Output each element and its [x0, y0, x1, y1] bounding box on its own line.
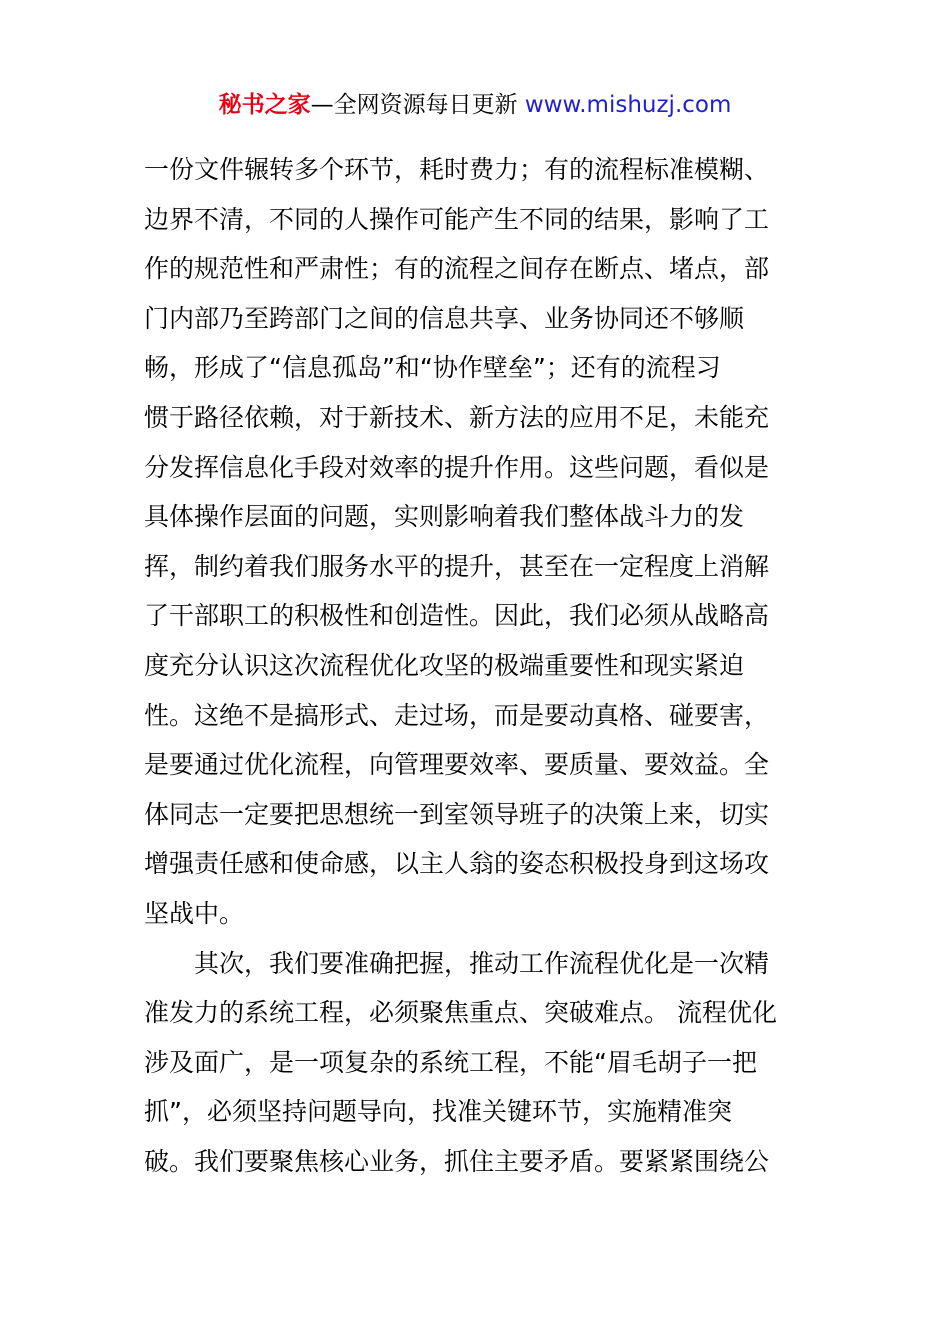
page-header — [0, 88, 950, 122]
site-brand: 秘书之家 — [218, 92, 311, 118]
text-line: 作的规范性和严肃性；有的流程之间存在断点、堵点，部 — [144, 254, 770, 284]
site-tagline: —全网资源每日更新 — [310, 92, 525, 118]
text-line: 增强责任感和使命感，以主人翁的姿态积极投身到这场攻 — [144, 849, 770, 879]
text-line: 边界不清，不同的人操作可能产生不同的结果，影响了工 — [144, 204, 770, 234]
text-line: 惯于路径依赖，对于新技术、新方法的应用不足，未能充 — [144, 402, 770, 432]
text-line: 分发挥信息化手段对效率的提升作用。这些问题，看似是 — [144, 452, 770, 482]
text-line: 畅，形成了“信息孤岛”和“协作壁垒”；还有的流程习 — [144, 353, 721, 383]
text-line: 了干部职工的积极性和创造性。因此，我们必须从战略高 — [144, 601, 770, 631]
text-line: 性。这绝不是搞形式、走过场，而是要动真格、碰要害， — [144, 700, 770, 730]
text-line: 涉及面广，是一项复杂的系统工程，不能“眉毛胡子一把 — [144, 1047, 757, 1077]
text-line: 一份文件辗转多个环节，耗时费力；有的流程标准模糊、 — [144, 155, 770, 184]
document-body — [144, 145, 806, 1186]
text-line: 体同志一定要把思想统一到室领导班子的决策上来，切实 — [144, 799, 770, 829]
text-line: 度充分认识这次流程优化攻坚的极端重要性和现实紧迫 — [144, 650, 745, 680]
text-line: 破。我们要聚焦核心业务，抓住主要矛盾。要紧紧围绕公 — [144, 1146, 770, 1176]
text-line: 门内部乃至跨部门之间的信息共享、业务协同还不够顺 — [144, 303, 745, 333]
text-line: 抓”，必须坚持问题导向，找准关键环节，实施精准突 — [144, 1097, 732, 1127]
text-line: 是要通过优化流程，向管理要效率、要质量、要效益。全 — [144, 750, 770, 780]
text-line: 挥，制约着我们服务水平的提升，甚至在一定程度上消解 — [144, 551, 770, 581]
paragraph-start-line: 其次，我们要准确把握，推动工作流程优化是一次精 — [194, 948, 770, 978]
text-line: 坚战中。 — [144, 898, 245, 928]
text-line: 具体操作层面的问题，实则影响着我们整体战斗力的发 — [144, 502, 745, 532]
text-line: 准发力的系统工程，必须聚焦重点、突破难点。 流程优化 — [144, 998, 777, 1028]
site-url: www.mishuzj.com — [524, 92, 732, 118]
